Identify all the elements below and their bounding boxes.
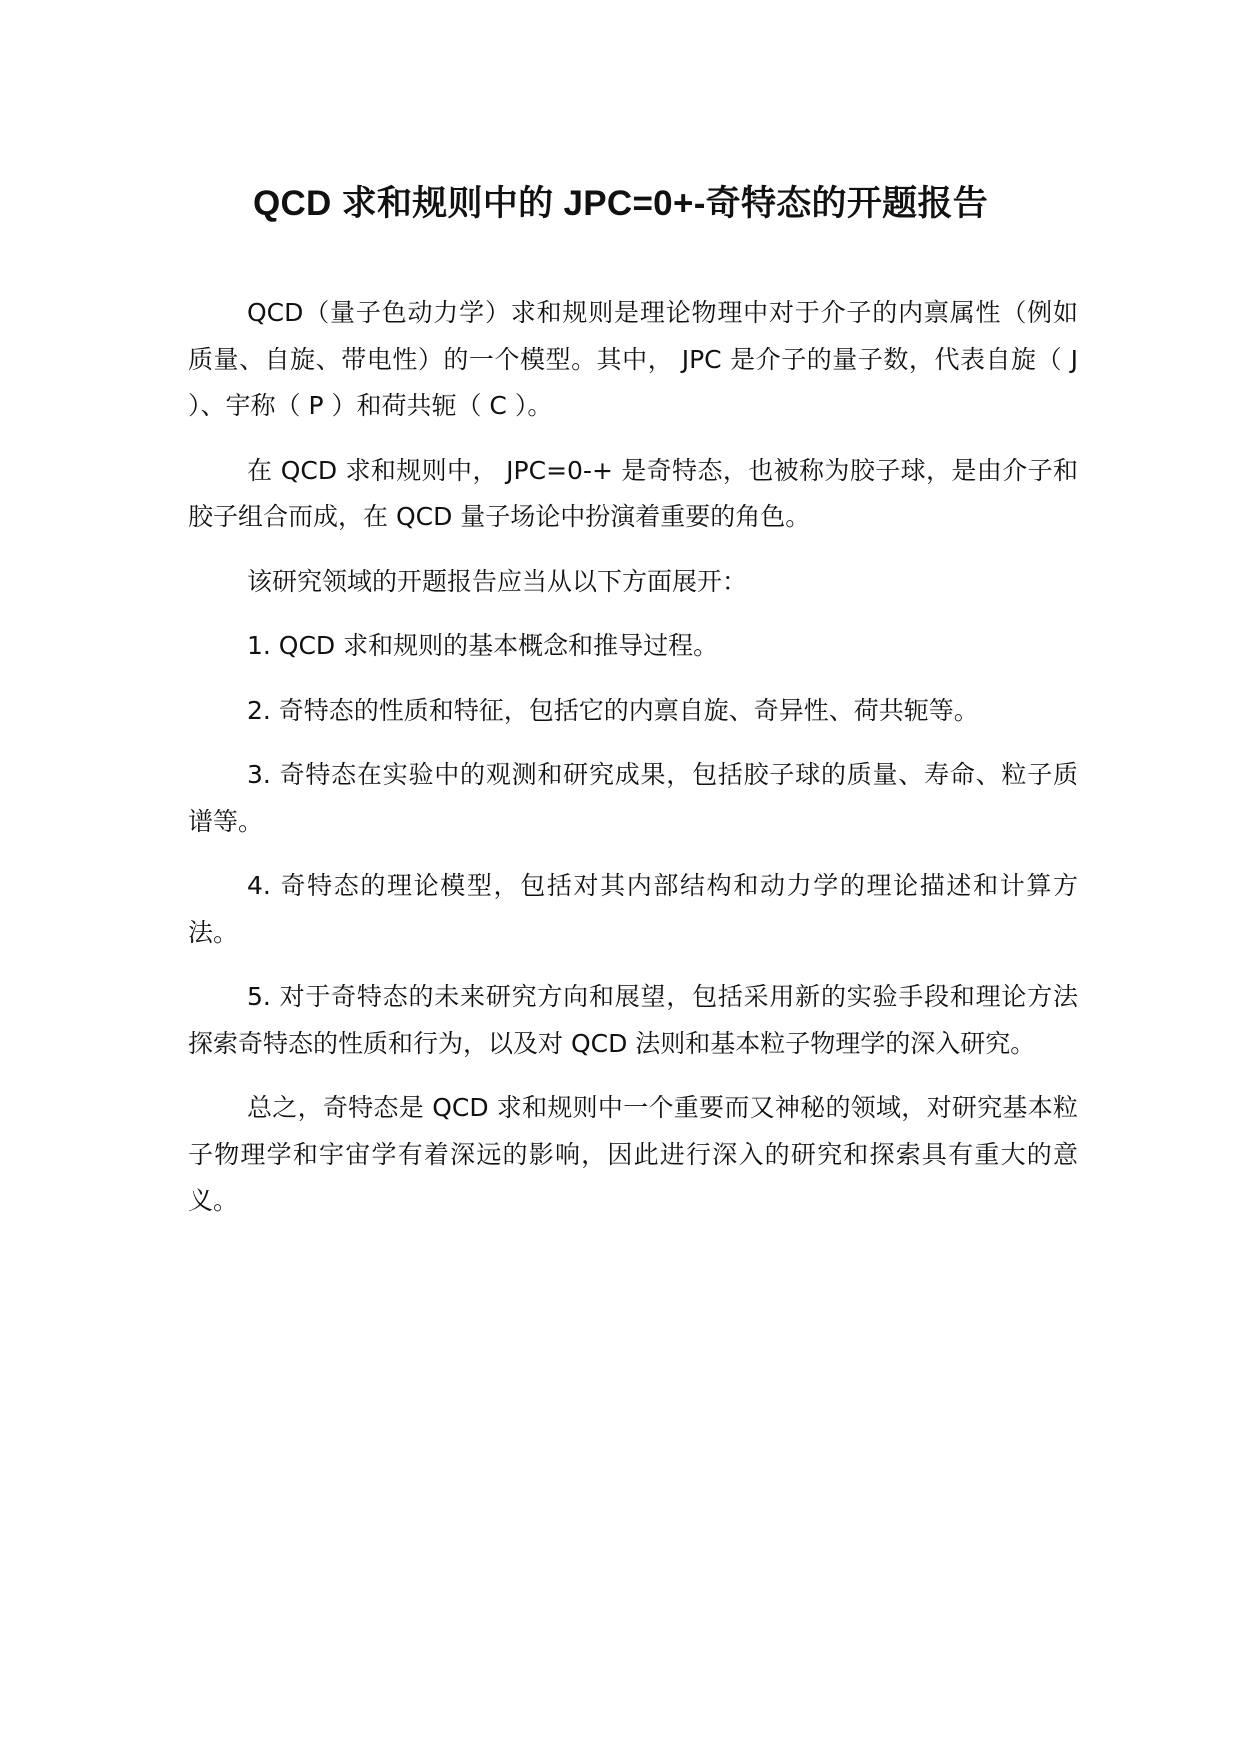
paragraph-intro: QCD（量子色动力学）求和规则是理论物理中对于介子的内禀属性（例如质量、自旋、带电性）的一个模型。其中， JPC 是介子的量子数，代表自旋（ J ）、宇称（ P ）和荷共轭（ C ）。 (188, 298, 1078, 420)
list-item-5: 5. 对于奇特态的未来研究方向和展望，包括采用新的实验手段和理论方法探索奇特态的性质和行为，以及对 QCD 法则和基本粒子物理学的深入研究。 (188, 982, 1078, 1058)
list-item-2: 2. 奇特态的性质和特征，包括它的内禀自旋、奇异性、荷共轭等。 (247, 695, 979, 725)
list-item-3: 3. 奇特态在实验中的观测和研究成果，包括胶子球的质量、寿命、粒子质谱等。 (188, 760, 1078, 836)
list-item-1: 1. QCD 求和规则的基本概念和推导过程。 (247, 631, 719, 660)
document-title: QCD 求和规则中的 JPC=0+-奇特态的开题报告 (252, 184, 989, 223)
list-item-4: 4. 奇特态的理论模型，包括对其内部结构和动力学的理论描述和计算方法。 (188, 871, 1078, 947)
paragraph-conclusion: 总之，奇特态是 QCD 求和规则中一个重要而又神秘的领域，对研究基本粒子物理学和宇宙学有着深远的影响，因此进行深入的研究和探索具有重大的意义。 (188, 1093, 1078, 1215)
paragraph-exotic-state: 在 QCD 求和规则中， JPC=0-+ 是奇特态，也被称为胶子球，是由介子和胶子组合而成，在 QCD 量子场论中扮演着重要的角色。 (188, 455, 1078, 531)
paragraph-outline-lead: 该研究领域的开题报告应当从以下方面展开： (247, 566, 748, 596)
document-body (188, 290, 1078, 1243)
